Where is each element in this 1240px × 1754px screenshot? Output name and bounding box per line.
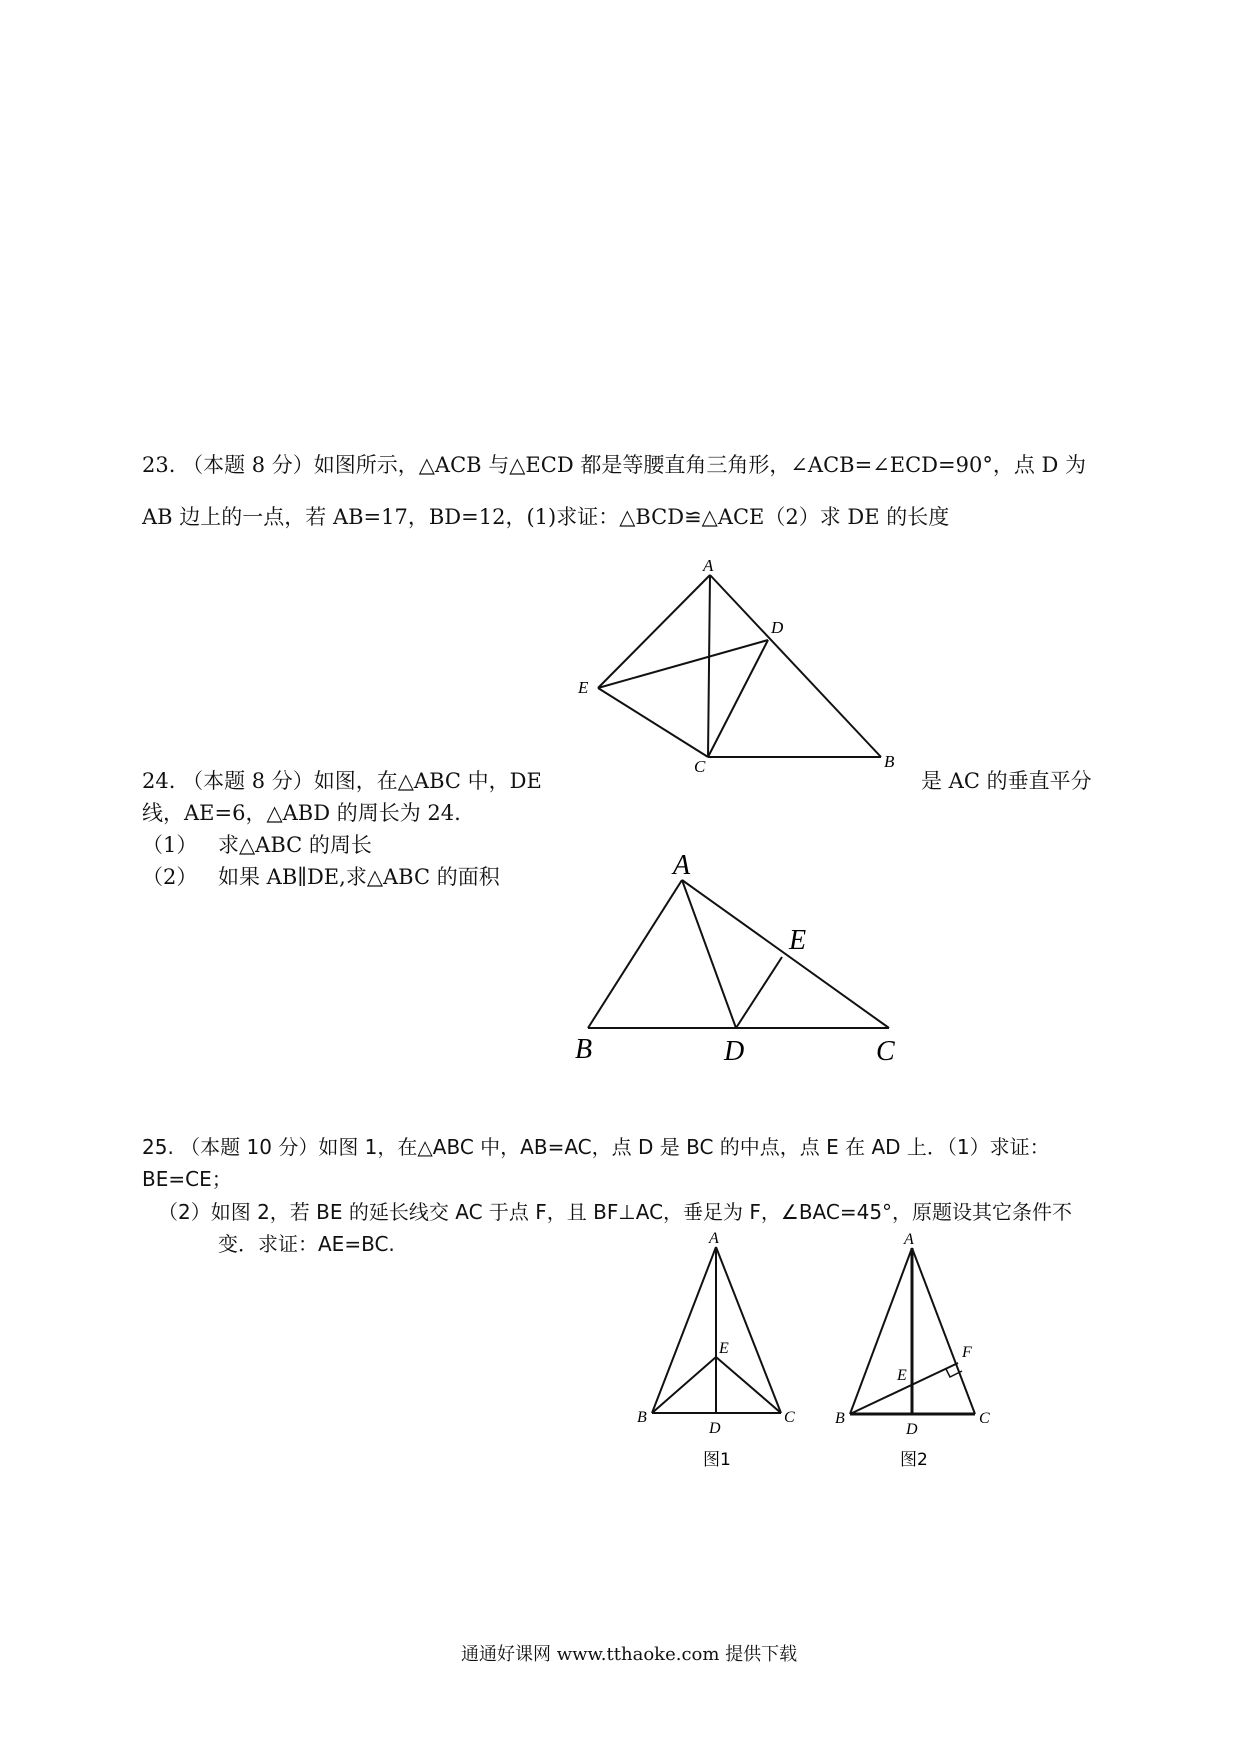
q24-item2-text: 如果 AB∥DE,求△ABC 的面积 <box>218 865 500 889</box>
q25-line2: BE=CE； <box>142 1167 232 1191</box>
q23-label-b: B <box>884 752 895 771</box>
q25-fig1-label-a: A <box>709 1230 719 1247</box>
q25-line4: 变．求证：AE=BC. <box>218 1232 395 1256</box>
q24-item2-num: （2） <box>142 865 198 889</box>
q24-item1-text: 求△ABC 的周长 <box>218 833 372 857</box>
q24-line1-right: 是 AC 的垂直平分 <box>921 769 1092 793</box>
q25-fig2-label-d: D <box>906 1421 918 1438</box>
q23-line1: 23. （本题 8 分）如图所示，△ACB 与△ECD 都是等腰直角三角形，∠ACB=∠ECD=90°，点 D 为 <box>142 453 1087 477</box>
q25-fig2-label-e: E <box>897 1367 907 1384</box>
q25-fig2-label-c: C <box>979 1410 990 1427</box>
q24-label-c: C <box>876 1036 895 1067</box>
q25-fig1-caption: 图1 <box>703 1450 731 1470</box>
q25-fig1-label-e: E <box>719 1340 729 1357</box>
q25-fig1-label-b: B <box>637 1409 647 1426</box>
q24-label-e: E <box>789 925 807 956</box>
q25-fig2-segment-ac <box>912 1248 975 1414</box>
q25-fig2-segment-ab <box>850 1248 912 1414</box>
q24-item1-num: （1） <box>142 833 198 857</box>
q23-label-d: D <box>771 618 784 637</box>
q23-segment-ae <box>598 575 710 688</box>
q25-fig1-label-d: D <box>709 1420 721 1437</box>
q25-fig2-label-a: A <box>904 1231 914 1248</box>
q25-fig1-label-c: C <box>784 1409 795 1426</box>
q24-line1-left: 24. （本题 8 分）如图，在△ABC 中，DE <box>142 769 542 793</box>
q24-segment-de <box>736 957 782 1028</box>
q25-fig1-segment-ab <box>652 1247 716 1413</box>
q23-segment-cd <box>708 640 768 757</box>
page-footer: 通通好课网 www.tthaoke.com 提供下载 <box>461 1644 798 1665</box>
q25-line1: 25. （本题 10 分）如图 1，在△ABC 中，AB=AC，点 D 是 BC 的中点，点 E 在 AD 上．（1）求证： <box>142 1135 1050 1159</box>
q23-segment-ac <box>708 575 710 757</box>
q25-fig2-right-angle-mark <box>946 1369 962 1377</box>
q23-segment-ed <box>598 640 768 688</box>
q24-segment-ac <box>682 880 889 1028</box>
q24-segment-ad <box>682 880 736 1028</box>
q24-label-d: D <box>724 1036 745 1067</box>
q25-fig2-label-b: B <box>835 1410 845 1427</box>
q25-fig2-segment-bf <box>850 1363 958 1414</box>
q24-segment-ab <box>588 880 682 1028</box>
q25-fig2-label-f: F <box>962 1344 972 1361</box>
q25-fig1-segment-ce <box>716 1357 781 1413</box>
q23-label-a: A <box>703 556 714 575</box>
q24-label-b: B <box>575 1034 593 1065</box>
q23-segment-ec <box>598 688 708 757</box>
q24-line2: 线，AE=6，△ABD 的周长为 24. <box>142 801 461 825</box>
q23-line2: AB 边上的一点，若 AB=17，BD=12，(1)求证：△BCD≌△ACE（2）求 DE 的长度 <box>142 505 950 529</box>
q23-label-e: E <box>578 678 589 697</box>
q23-segment-ab <box>710 575 881 757</box>
q25-fig1-segment-ac <box>716 1247 781 1413</box>
q24-label-a: A <box>673 850 691 881</box>
q25-fig2-caption: 图2 <box>900 1450 928 1470</box>
q25-fig1-segment-be <box>652 1357 716 1413</box>
q25-line3: （2）如图 2，若 BE 的延长线交 AC 于点 F，且 BF⊥AC，垂足为 F，∠BAC=45°，原题设其它条件不 <box>158 1200 1073 1224</box>
q23-label-c: C <box>694 757 706 776</box>
